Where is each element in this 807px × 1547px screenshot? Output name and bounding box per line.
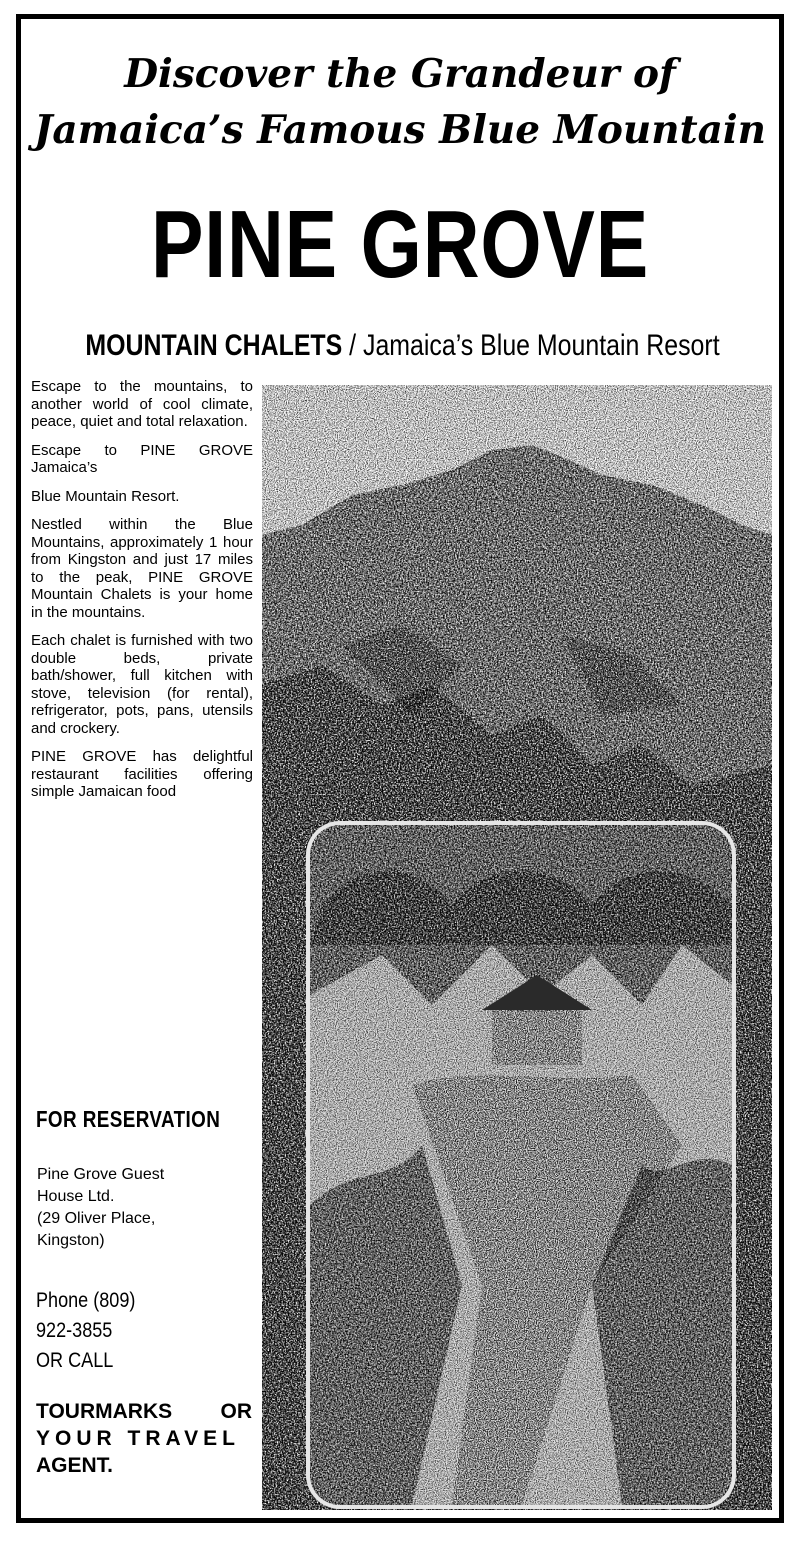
brand-title: PINE GROVE <box>150 191 650 298</box>
phone-line: Phone (809) <box>36 1289 136 1312</box>
address-line: Kingston) <box>37 1232 105 1249</box>
agent-or: OR <box>220 1400 252 1423</box>
address-line: House Ltd. <box>37 1188 115 1205</box>
inset-canopy <box>310 871 732 945</box>
body-copy <box>31 378 253 812</box>
agent-line-3: AGENT. <box>36 1454 114 1477</box>
phone-line: OR CALL <box>36 1349 114 1372</box>
address-line: Pine Grove Guest <box>37 1166 165 1183</box>
address-line: (29 Oliver Place, <box>37 1210 156 1227</box>
mountain-photo <box>262 385 772 1510</box>
copy-paragraph-4: Nestled within the Blue Mountains, approximately 1 hour from Kingston and just 17 miles to the peak, PINE GROVE Mountain Chalets is your home in the mountains. <box>31 516 253 621</box>
inset-chalet <box>492 1005 582 1065</box>
agent-line-2: YOUR TRAVEL <box>36 1427 240 1450</box>
subheading-bold: MOUNTAIN CHALETS <box>85 329 343 362</box>
reservation-heading: FOR RESERVATION <box>36 1106 221 1132</box>
agent-name: TOURMARKS <box>36 1400 173 1423</box>
subheading <box>85 329 720 362</box>
headline-line-1: Discover the Grandeur of <box>124 51 676 97</box>
copy-paragraph-5: Each chalet is furnished with two double beds, private bath/shower, full kitchen with stove, television (for rental), refrigerator, pots, pans, utensils and crockery. <box>31 632 253 737</box>
reservation-phone <box>36 1286 135 1376</box>
copy-paragraph-1: Escape to the mountains, to another world of cool climate, peace, quiet and total relaxation. <box>31 378 253 430</box>
subheading-rest: / Jamaica’s Blue Mountain Resort <box>342 329 720 362</box>
copy-paragraph-3: Blue Mountain Resort. <box>31 487 180 505</box>
headline-line-2: Jamaica’s Famous Blue Mountain <box>33 107 767 153</box>
reservation-address <box>37 1164 237 1252</box>
phone-line: 922-3855 <box>36 1319 113 1342</box>
copy-paragraph-2: Escape to PINE GROVE Jamaica’s <box>31 441 253 476</box>
copy-paragraph-6: PINE GROVE has delightful restaurant facilities offering simple Jamaican food <box>31 748 253 800</box>
travel-agent-block <box>36 1398 252 1479</box>
